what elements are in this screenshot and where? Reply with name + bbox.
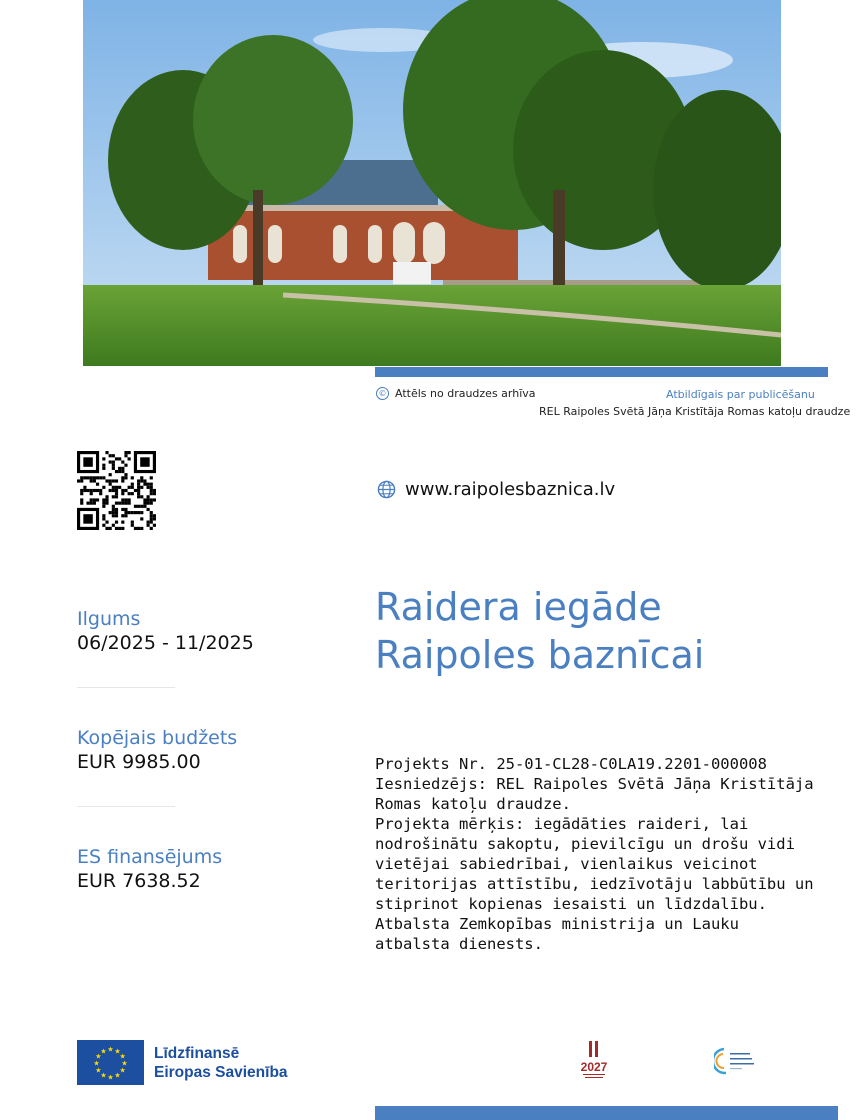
svg-text:★: ★ bbox=[119, 1066, 126, 1075]
globe-icon bbox=[377, 480, 396, 499]
accent-bar-top bbox=[375, 367, 828, 377]
svg-text:★: ★ bbox=[107, 1073, 114, 1082]
website-url[interactable]: www.raipolesbaznica.lv bbox=[405, 479, 616, 500]
budget-block bbox=[77, 726, 237, 774]
supporters: Atbalsta Zemkopības ministrija un Lauku atbalsta dienests. bbox=[375, 915, 739, 953]
svg-text:★: ★ bbox=[100, 1071, 107, 1080]
duration-value: 06/2025 - 11/2025 bbox=[77, 632, 254, 654]
svg-text:★: ★ bbox=[114, 1071, 121, 1080]
latvia-2027-logo bbox=[577, 1040, 611, 1080]
title-line-1: Raidera iegāde bbox=[375, 585, 662, 629]
title-line-2: Raipoles baznīcai bbox=[375, 633, 705, 677]
eu-cofunded-logo bbox=[77, 1040, 288, 1085]
svg-text:★: ★ bbox=[95, 1052, 102, 1061]
copyright-icon: © bbox=[376, 387, 389, 400]
budget-label: Kopējais budžets bbox=[77, 727, 238, 749]
budget-value: EUR 9985.00 bbox=[77, 751, 201, 773]
svg-text:★: ★ bbox=[119, 1052, 126, 1061]
project-number: Projekts Nr. 25-01-CL28-C0LA19.2201-000008 bbox=[375, 755, 767, 773]
website-link[interactable] bbox=[377, 479, 615, 500]
eu-funding-value: EUR 7638.52 bbox=[77, 870, 201, 892]
svg-text:★: ★ bbox=[121, 1059, 128, 1068]
eu-line-1: Līdzfinansē bbox=[154, 1044, 240, 1062]
divider bbox=[77, 687, 175, 688]
responsible-label: Atbildīgais par publicēšanu bbox=[666, 388, 815, 401]
responsible-org: REL Raipoles Svētā Jāņa Kristītāja Romas katoļu draudze bbox=[539, 405, 851, 418]
photo-credit bbox=[376, 387, 536, 400]
project-goal: Projekta mērķis: iegādāties raideri, lai nodrošinātu sakoptu, pievilcīgu un drošu vidi vietējai sabiedrībai, vienlaikus veicinot teritorijas attīstību, iedzīvotāju labbūtību un stiprinot kopienas iesaisti un līdzdalību. bbox=[375, 815, 814, 913]
divider bbox=[77, 806, 175, 807]
svg-text:★: ★ bbox=[107, 1045, 114, 1054]
eu-flag-icon bbox=[77, 1040, 144, 1085]
svg-text:★: ★ bbox=[95, 1066, 102, 1075]
svg-text:★: ★ bbox=[93, 1059, 100, 1068]
svg-text:★: ★ bbox=[100, 1047, 107, 1056]
duration-label: Ilgums bbox=[77, 608, 141, 630]
church-photo bbox=[83, 0, 781, 366]
eu-funding-label: ES finansējums bbox=[77, 846, 223, 868]
eu-line-2: Eiropas Savienība bbox=[154, 1063, 288, 1081]
svg-text:★: ★ bbox=[114, 1047, 121, 1056]
photo-credit-text: Attēls no draudzes arhīva bbox=[395, 387, 536, 400]
duration-block bbox=[77, 607, 254, 655]
project-title bbox=[375, 583, 704, 679]
logo-2027-text: 2027 bbox=[580, 1060, 608, 1074]
applicant: Iesniedzējs: REL Raipoles Svētā Jāņa Kristītāja Romas katoļu draudze. bbox=[375, 775, 814, 813]
project-description bbox=[375, 754, 815, 954]
eu-funding-block bbox=[77, 845, 222, 893]
accent-bar-bottom bbox=[375, 1106, 838, 1120]
qr-code[interactable] bbox=[77, 451, 156, 530]
partnership-logo bbox=[714, 1044, 756, 1078]
